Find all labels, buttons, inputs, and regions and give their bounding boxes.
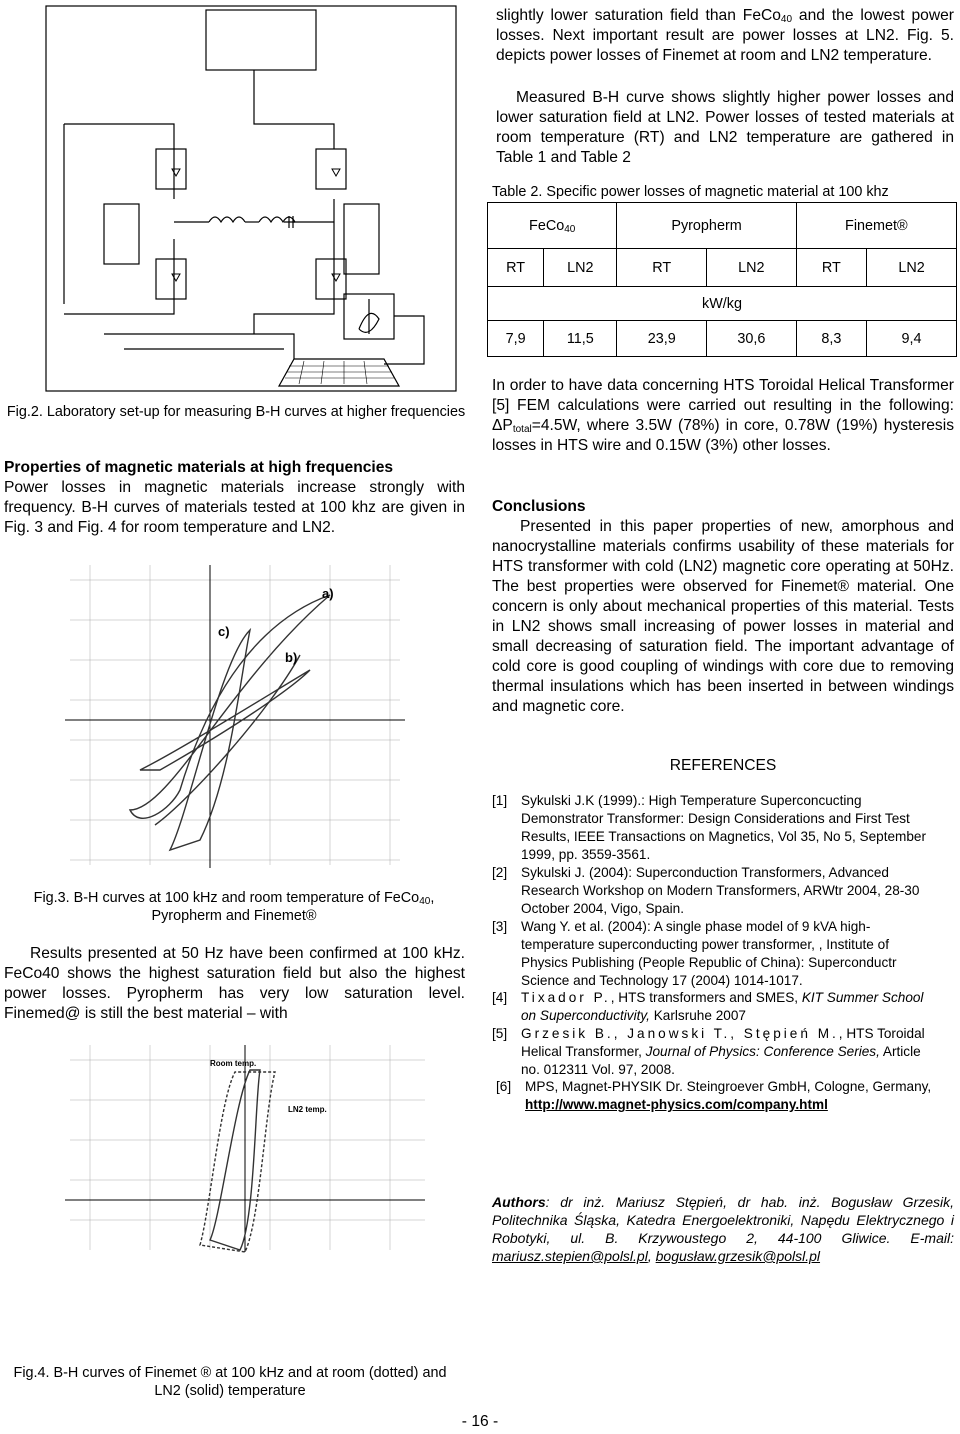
- reference-venue: KIT Summer School on Superconductivity,: [521, 990, 924, 1023]
- fig4-label-room: Room temp.: [210, 1059, 257, 1068]
- bh-summary-paragraph: [496, 88, 954, 168]
- reference-text: [521, 989, 938, 1025]
- intro-line1-tail: and the lowest: [792, 7, 905, 24]
- intro-line1: slightly lower saturation field than FeCo: [496, 7, 781, 24]
- conclusions-text: Presented in this paper properties of new, amorphous and nanocrystalline materials confirms usability of these materials for HTS transformer with cold (LN2) magnetic core operating at 50Hz. The best properties were observed for Finemet® material. One concern is only about mechanical properties of this material. Tests in LN2 shows small increasing of power losses in material and small decreasing of saturation field. The important advantage of cold core is good coupling of windings with core due to removing thermal insulations which has been inserted in between windings and magnetic core.: [492, 518, 954, 715]
- reference-text: [521, 1025, 938, 1079]
- reference-text: Sykulski J. (2004): Superconduction Transformers, Advanced Research Workshop on Modern Transformers, ARWtr 2004, 28-30 October 2004, Vigo, Spain.: [521, 865, 920, 916]
- reference-text: [525, 1078, 942, 1114]
- table2-caption: Table 2. Specific power losses of magnetic material at 100 khz: [492, 184, 889, 200]
- table2-value-cell: 30,6: [707, 321, 797, 357]
- table2-temp-cell: RT: [796, 249, 866, 287]
- reference-number: [3]: [492, 919, 508, 934]
- reference-number: [1]: [492, 793, 508, 808]
- table2-value-cell: 9,4: [867, 321, 957, 357]
- fig3-caption-a: Fig.3. B-H curves at 100 kHz and room temperature of FeCo: [33, 890, 420, 906]
- reference-body: MPS, Magnet-PHYSIK Dr. Steingroever GmbH, Cologne, Germany,: [525, 1079, 932, 1094]
- table2: [487, 202, 957, 357]
- fig2-text: Laboratory set-up for measuring B-H curves at higher frequencies: [42, 404, 466, 420]
- reference-number: [6]: [496, 1079, 512, 1094]
- reference-1: [492, 792, 938, 864]
- reference-tail: Article no. 012311 Vol. 97, 2008.: [521, 1044, 921, 1077]
- fig4-caption: Fig.4. B-H curves of Finemet ® at 100 kHz and at room (dotted) and LN2 (solid) temperature: [13, 1365, 447, 1399]
- reference-author: Grzesik B., Janowski T., Stępień M.: [521, 1026, 839, 1041]
- conclusions-heading: Conclusions: [492, 498, 586, 515]
- fig3-caption: [4, 889, 464, 925]
- fig4-label-ln2: LN2 temp.: [288, 1105, 327, 1114]
- table2-unit: kW/kg: [488, 287, 957, 321]
- reference-venue: Journal of Physics: Conference Series,: [645, 1044, 880, 1059]
- fig2-circuit-diagram: [44, 4, 458, 394]
- authors-label: Authors: [492, 1194, 546, 1210]
- table2-temp-cell: RT: [488, 249, 544, 287]
- reference-author: Tixador P.: [521, 990, 611, 1005]
- table2-value-cell: 11,5: [544, 321, 617, 357]
- reference-link[interactable]: http://www.magnet-physics.com/company.html: [525, 1097, 828, 1112]
- table2-header-pyropherm: Pyropherm: [617, 203, 796, 249]
- reference-number: [4]: [492, 990, 508, 1005]
- authors-text: : dr inż. Mariusz Stępień, dr hab. inż. Bogusław Grzesik, Politechnika Śląska, Katedra Energoelektroniki, Napędu Elektrycznego i Robotyki, ul. B. Krzywoustego 2, 44-100 Gliwice. E-mail:: [492, 1194, 954, 1246]
- feco-subscript: 40: [780, 14, 793, 25]
- table2-value-cell: 23,9: [617, 321, 707, 357]
- reference-text: Wang Y. et al. (2004): A single phase model of 9 kVA high-temperature superconducting power transformer, , Institute of Physics Publishing (People Republic of China): Superconductr Science and Technology 17 (2004) 1014-1017.: [521, 919, 897, 988]
- hts-text-a: In order to have data concerning HTS Toroidal Helical Transformer [5] FEM calculations were carried out resulting in the following: ΔP: [492, 377, 954, 434]
- reference-title: , HTS Toroidal Helical Transformer,: [521, 1026, 925, 1059]
- fig4-finemet-bh-curves: [60, 1040, 430, 1255]
- page-number: - 16 -: [461, 1413, 499, 1430]
- reference-2: [492, 864, 938, 918]
- fig3-bh-curves: [60, 560, 410, 872]
- fig3-label-c: c): [218, 624, 230, 639]
- fig2-caption: [6, 403, 466, 421]
- table2-temp-cell: LN2: [867, 249, 957, 287]
- hts-sub: total: [512, 424, 532, 435]
- reference-4: [492, 989, 938, 1025]
- fig2-label: Fig.2.: [6, 404, 43, 420]
- author-email-link[interactable]: bogusław.grzesik@polsl.pl: [655, 1248, 821, 1264]
- reference-number: [2]: [492, 865, 508, 880]
- intro-rest: power losses. Next important result are power losses at LN2. Fig. 5. depicts power losses of Finemet at room and LN2 temperature.: [496, 7, 954, 64]
- reference-title: , HTS transformers and SMES,: [610, 990, 802, 1005]
- section-properties-text: Power losses in magnetic materials increase strongly with frequency. B-H curves of materials tested at 100 khz are given in Fig. 3 and Fig. 4 for room temperature and LN2.: [4, 479, 465, 536]
- reference-tail: Karlsruhe 2007: [649, 1008, 746, 1023]
- authors-block: [492, 1193, 954, 1265]
- table2-temp-cell: LN2: [544, 249, 617, 287]
- author-email-link[interactable]: mariusz.stepien@polsl.pl: [492, 1248, 648, 1264]
- hts-paragraph: [492, 376, 954, 456]
- reference-number: [5]: [492, 1026, 508, 1041]
- hts-text-b: =4.5W, where 3.5W (78%) in core, 0.78W (19%) hysteresis losses in HTS wire and 0.15W (3%) other losses.: [492, 417, 954, 454]
- reference-3: [492, 918, 938, 990]
- reference-5: [492, 1025, 938, 1079]
- authors-separator: ,: [647, 1248, 656, 1264]
- table2-value-cell: 8,3: [796, 321, 866, 357]
- fig3-label-b: b): [285, 650, 298, 665]
- references-heading: REFERENCES: [669, 757, 777, 774]
- fig3-caption-sub: 40: [419, 896, 431, 907]
- results-paragraph: Results presented at 50 Hz have been confirmed at 100 kHz. FeCo40 shows the highest saturation field but also the highest power losses. Pyropherm has very low saturation level. Finemed@ is still the best material – with: [4, 945, 465, 1022]
- table2-temp-cell: LN2: [707, 249, 797, 287]
- table2-value-cell: 7,9: [488, 321, 544, 357]
- table2-header-finemet: Finemet®: [796, 203, 956, 249]
- reference-text: Sykulski J.K (1999).: High Temperature Superconcucting Demonstrator Transformer: Design Considerations and First Test Results, IEEE Transactions on Magnetics, Vol 35, No 5, September 1999, pp. 3559-3561.: [521, 793, 926, 862]
- fig3-label-a: a): [322, 586, 334, 601]
- fig3-caption-b: , Pyropherm and Finemet®: [151, 890, 435, 924]
- table2-temp-cell: RT: [617, 249, 707, 287]
- intro-paragraph: [496, 6, 954, 66]
- table2-header-feco: FeCo$_{40}$: [488, 203, 617, 249]
- bh-summary-text: Measured B-H curve shows slightly higher power losses and lower saturation field at LN2. Power losses of tested materials at room temperature (RT) and LN2 temperature are gathered in Table 1 and Table 2: [496, 89, 954, 166]
- section-heading-properties: Properties of magnetic materials at high frequencies: [4, 459, 394, 476]
- reference-6: [496, 1078, 942, 1114]
